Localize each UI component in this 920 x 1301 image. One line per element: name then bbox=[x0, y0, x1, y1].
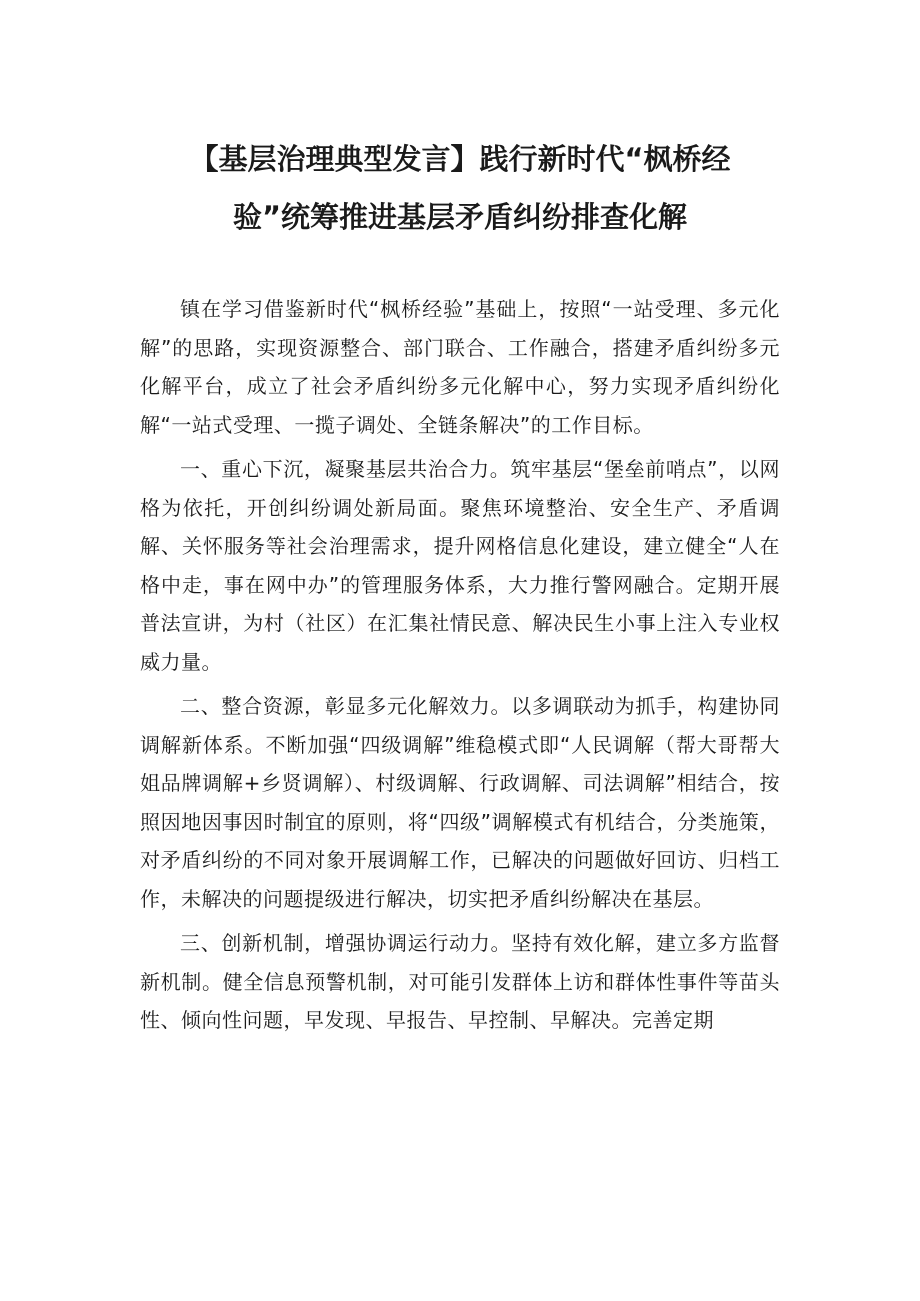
paragraph-section-2: 二、整合资源，彰显多元化解效力。以多调联动为抓手，构建协同调解新体系。不断加强“四级调解”维稳模式即“人民调解（帮大哥帮大姐品牌调解+乡贤调解）、村级调解、行政调解、司法调解”相结合，按照因地因事因时制宜的原则，将“四级”调解模式有机结合，分类施策，对矛盾纠纷的不同对象开展调解工作，已解决的问题做好回访、归档工作，未解决的问题提级进行解决，切实把矛盾纠纷解决在基层。 bbox=[140, 694, 780, 911]
title-line-1: 【基层治理典型发言】践行新时代“枫桥经 bbox=[189, 142, 731, 176]
document-body bbox=[140, 290, 780, 1040]
paragraph-section-1: 一、重心下沉，凝聚基层共治合力。筑牢基层“堡垒前哨点”，以网格为依托，开创纠纷调处新局面。聚焦环境整治、安全生产、矛盾调解、关怀服务等社会治理需求，提升网格信息化建设，建立健全“人在格中走，事在网中办”的管理服务体系，大力推行警网融合。定期开展普法宣讲，为村（社区）在汇集社情民意、解决民生小事上注入专业权威力量。 bbox=[140, 457, 780, 674]
document-title bbox=[140, 130, 780, 246]
title-line-2: 验”统筹推进基层矛盾纠纷排查化解 bbox=[232, 200, 688, 234]
paragraph-section-3: 三、创新机制，增强协调运行动力。坚持有效化解，建立多方监督新机制。健全信息预警机制，对可能引发群体上访和群体性事件等苗头性、倾向性问题，早发现、早报告、早控制、早解决。完善定期 bbox=[140, 931, 780, 1032]
paragraph-intro: 镇在学习借鉴新时代“枫桥经验”基础上，按照“一站受理、多元化解”的思路，实现资源整合、部门联合、工作融合，搭建矛盾纠纷多元化解平台，成立了社会矛盾纠纷多元化解中心，努力实现矛盾纠纷化解“一站式受理、一揽子调处、全链条解决”的工作目标。 bbox=[140, 297, 780, 437]
